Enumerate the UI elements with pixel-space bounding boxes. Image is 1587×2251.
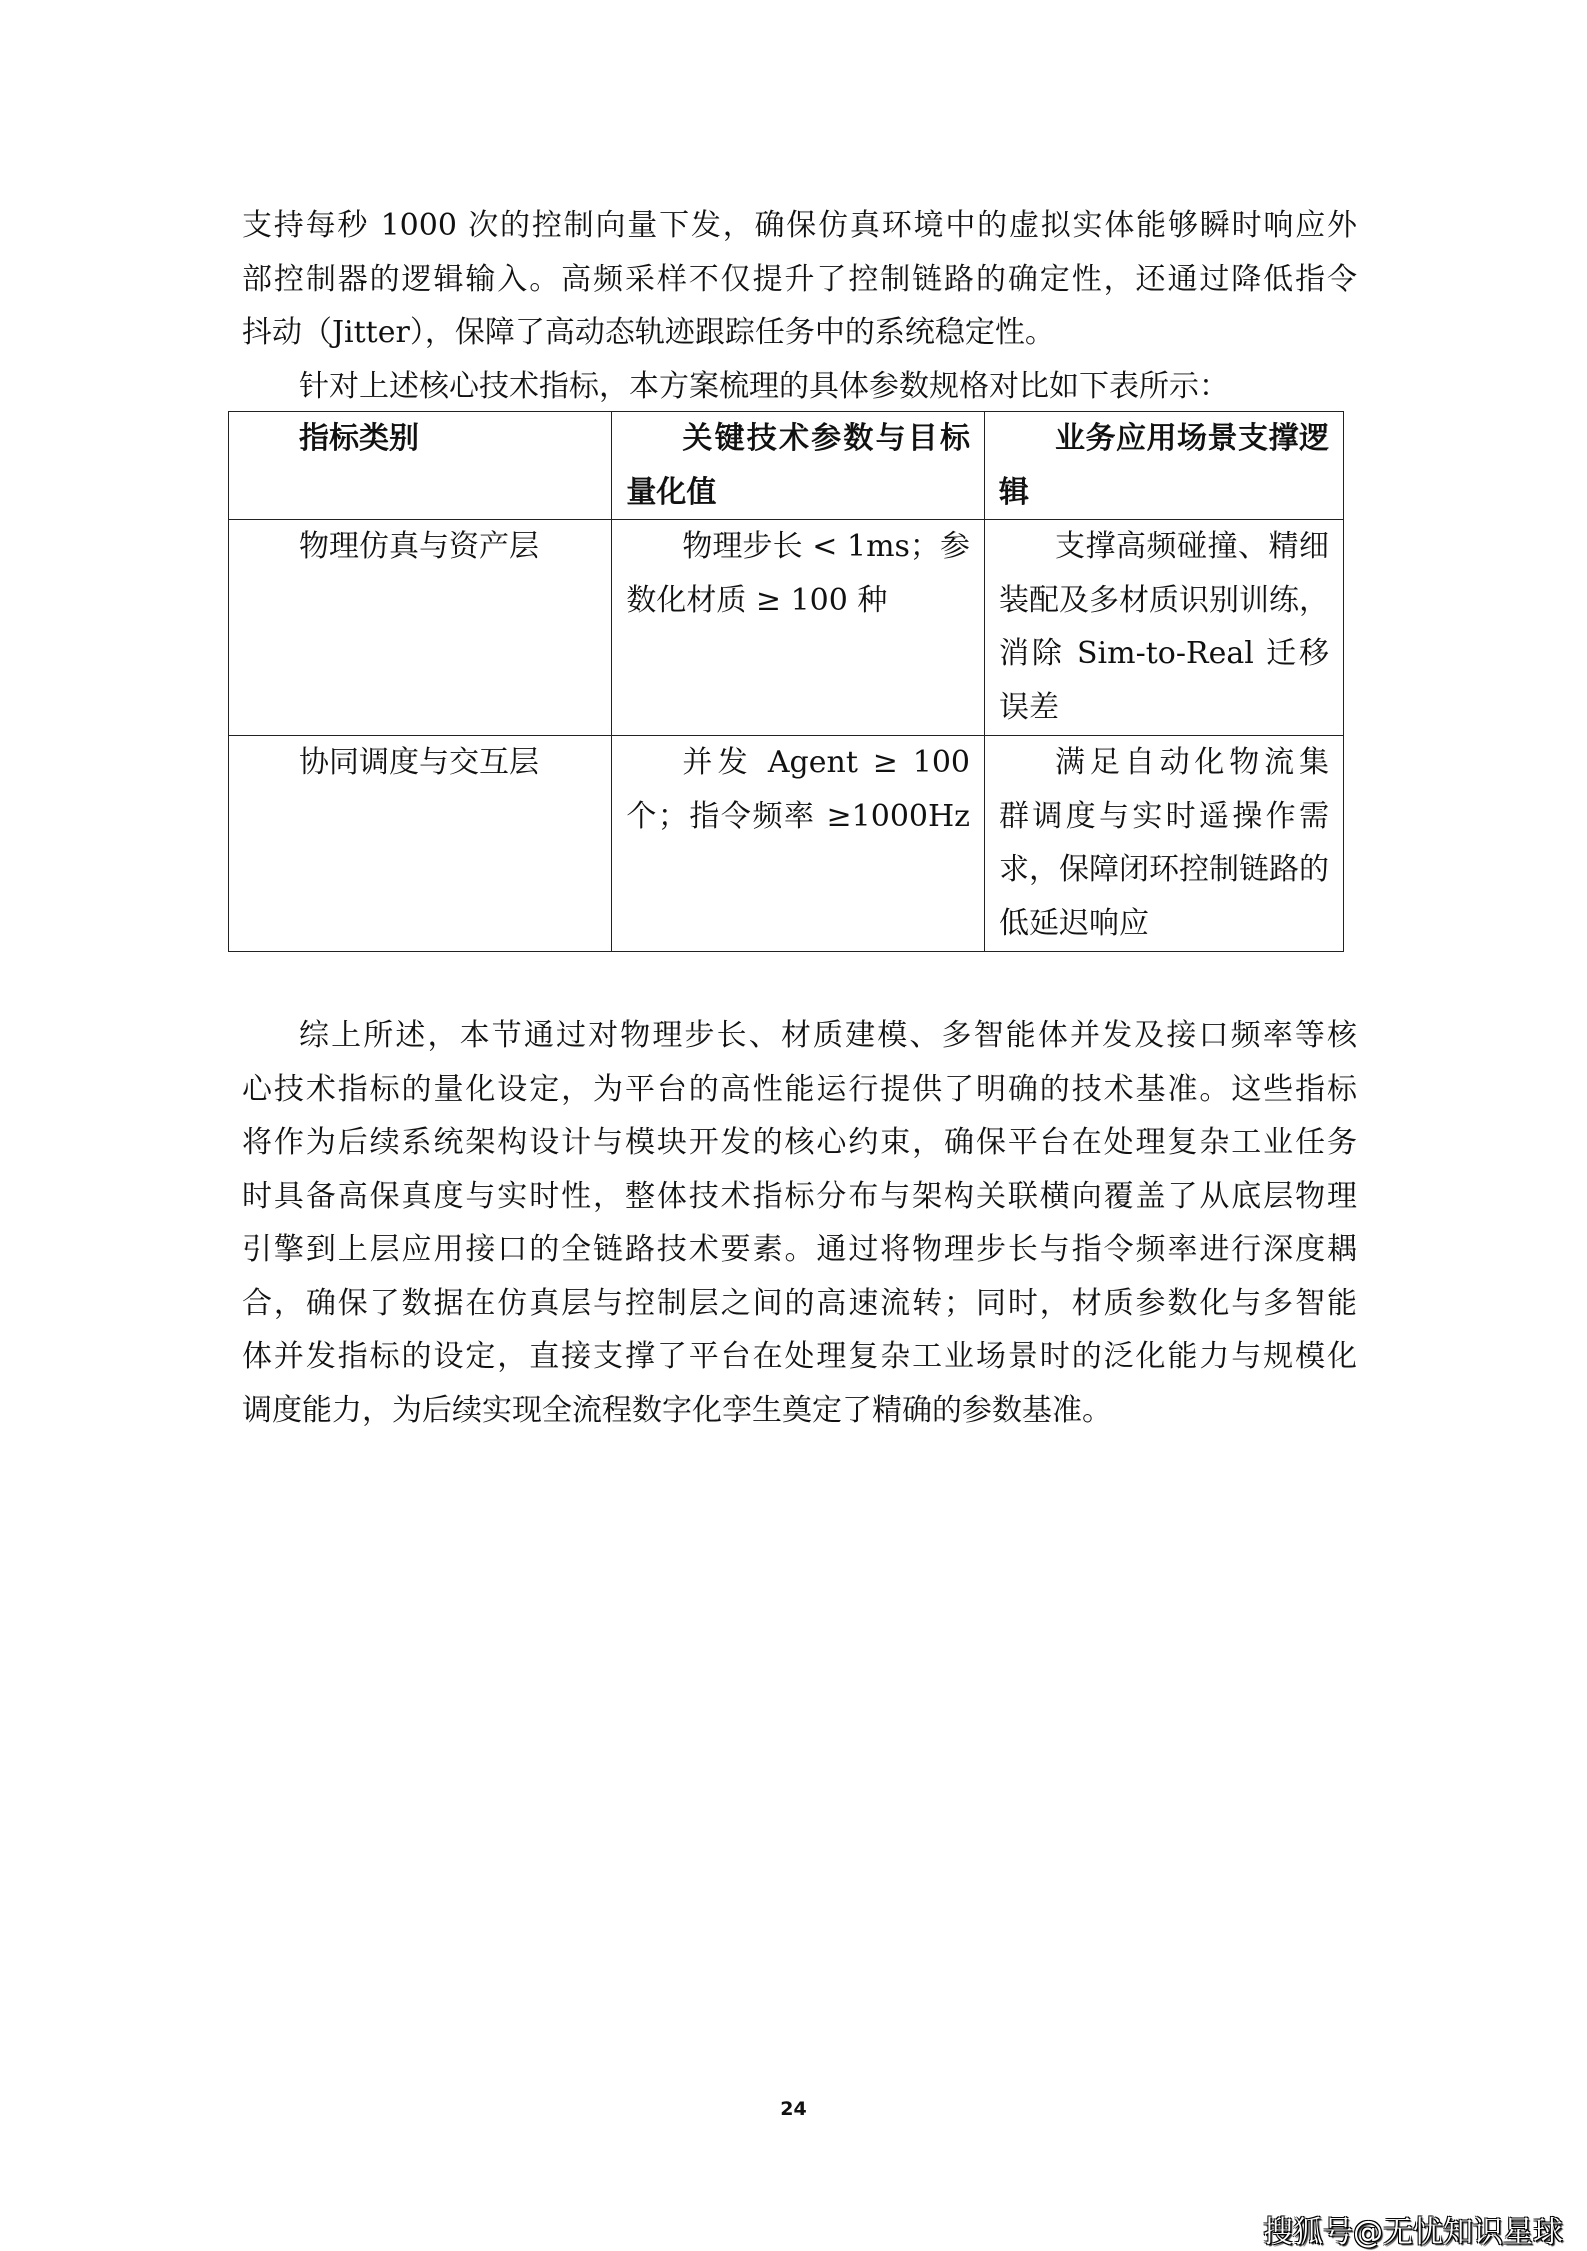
table-cell: 物理仿真与资产层 (229, 520, 612, 736)
table-row (229, 736, 1344, 952)
text-line: 调度能力，为后续实现全流程数字化孪生奠定了精确的参数基准。 (242, 1392, 1112, 1428)
text-line: 合，确保了数据在仿真层与控制层之间的高速流转；同时，材质参数化与多智能 (242, 1285, 1357, 1321)
header-cell: 指标类别 (229, 412, 612, 520)
table-row (229, 520, 1344, 736)
table-intro: 针对上述核心技术指标，本方案梳理的具体参数规格对比如下表所示： (299, 368, 1229, 404)
text-line: 时具备高保真度与实时性，整体技术指标分布与架构关联横向覆盖了从底层物理 (242, 1178, 1357, 1214)
text-line: 抖动（Jitter），保障了高动态轨迹跟踪任务中的系统稳定性。 (242, 315, 1055, 350)
summary-paragraph (242, 1009, 1357, 1437)
text-line: 体并发指标的设定，直接支撑了平台在处理复杂工业场景时的泛化能力与规模化 (242, 1339, 1357, 1374)
spec-table (228, 411, 1344, 952)
paragraph-continued (242, 199, 1357, 413)
header-cell: 业务应用场景支撑逻 辑 (985, 412, 1344, 520)
page-number: 24 (780, 2098, 807, 2120)
text-line: 部控制器的逻辑输入。高频采样不仅提升了控制链路的确定性，还通过降低指令 (242, 261, 1357, 297)
table-cell: 支撑高频碰撞、精细 装配及多材质识别训练， 消除 Sim-to-Real 迁移 误差 (985, 520, 1344, 736)
text-line: 心技术指标的量化设定，为平台的高性能运行提供了明确的技术基准。这些指标 (242, 1071, 1357, 1107)
table-cell: 协同调度与交互层 (229, 736, 612, 952)
text-line: 综上所述，本节通过对物理步长、材质建模、多智能体并发及接口频率等核 (299, 1018, 1357, 1053)
text-line: 支持每秒 1000 次的控制向量下发，确保仿真环境中的虚拟实体能够瞬时响应外 (242, 208, 1357, 243)
text-line: 将作为后续系统架构设计与模块开发的核心约束，确保平台在处理复杂工业任务 (242, 1125, 1357, 1160)
text-line: 引擎到上层应用接口的全链路技术要素。通过将物理步长与指令频率进行深度耦 (242, 1232, 1357, 1267)
table-header-row (229, 412, 1344, 520)
table-cell: 并发 Agent ≥ 100 个；指令频率 ≥1000Hz (612, 736, 985, 952)
table-cell: 物理步长 < 1ms；参 数化材质 ≥ 100 种 (612, 520, 985, 736)
header-cell: 关键技术参数与目标 量化值 (612, 412, 985, 520)
table-cell: 满足自动化物流集 群调度与实时遥操作需 求，保障闭环控制链路的 低延迟响应 (985, 736, 1344, 952)
watermark: 搜狐号@无忧知识星球 (1263, 2215, 1563, 2250)
